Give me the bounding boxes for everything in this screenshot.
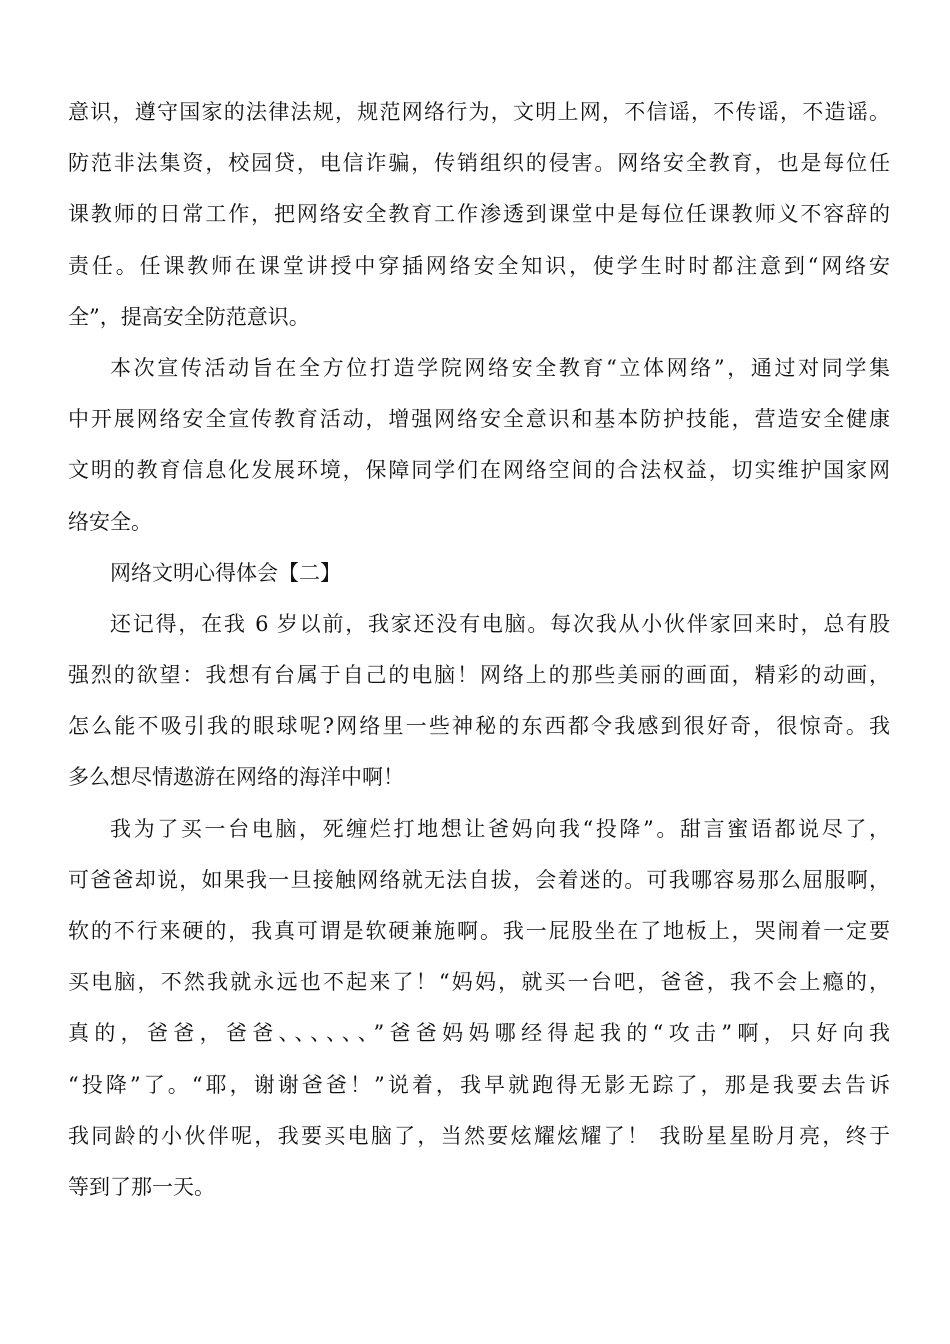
text-line: 中开展网络安全宣传教育活动，增强网络安全意识和基本防护技能，营造安全健康	[68, 407, 890, 432]
paragraph	[68, 343, 890, 548]
text-line: 意识，遵守国家的法律法规，规范网络行为，文明上网，不信谣，不传谣，不造谣。	[68, 100, 890, 124]
text-line: 买电脑，不然我就永远也不起来了！“妈妈，就买一台吧，爸爸，我不会上瘾的，	[68, 970, 890, 995]
text-line: 络安全。	[68, 509, 152, 534]
text-line: 本次宣传活动旨在全方位打造学院网络安全教育“立体网络”，通过对同学集	[110, 355, 890, 380]
paragraph	[68, 599, 890, 804]
text-line: 全”，提高安全防范意识。	[68, 304, 310, 329]
text-line: 真的，爸爸，爸爸、、、、、、”爸爸妈妈哪经得起我的“攻击”啊，只好向我	[68, 1021, 890, 1046]
text-line: 多么想尽情遨游在网络的海洋中啊！	[68, 765, 404, 790]
text-line: 等到了那一天。	[68, 1174, 215, 1199]
text-line: 强烈的欲望：我想有台属于自己的电脑！网络上的那些美丽的画面，精彩的动画，	[68, 663, 890, 688]
text-line: 可爸爸却说，如果我一旦接触网络就无法自拔，会着迷的。可我哪容易那么屈服啊，	[68, 867, 890, 892]
paragraph	[68, 804, 890, 1214]
text-line: “投降”了。“耶，谢谢爸爸！”说着，我早就跑得无影无踪了，那是我要去告诉	[68, 1072, 890, 1097]
text-line: 课教师的日常工作，把网络安全教育工作渗透到课堂中是每位任课教师义不容辞的	[68, 202, 890, 227]
paragraph	[68, 87, 890, 343]
text-line: 软的不行来硬的，我真可谓是软硬兼施啊。我一屁股坐在了地板上，哭闹着一定要	[68, 919, 890, 943]
document-page	[68, 87, 890, 1213]
text-line: 文明的教育信息化发展环境，保障同学们在网络空间的合法权益，切实维护国家网	[68, 458, 890, 483]
text-line: 还记得，在我 6 岁以前，我家还没有电脑。每次我从小伙伴家回来时，总有股	[110, 611, 890, 636]
heading-text: 网络文明心得体会【二】	[110, 560, 341, 585]
text-line: 责任。任课教师在课堂讲授中穿插网络安全知识，使学生时时都注意到“网络安	[68, 253, 890, 278]
text-line: 我同龄的小伙伴呢，我要买电脑了，当然要炫耀炫耀了！ 我盼星星盼月亮，终于	[68, 1123, 890, 1148]
section-heading	[68, 548, 890, 599]
text-line: 怎么能不吸引我的眼球呢?网络里一些神秘的东西都令我感到很好奇，很惊奇。我	[68, 714, 890, 739]
text-line: 防范非法集资，校园贷，电信诈骗，传销组织的侵害。网络安全教育，也是每位任	[68, 151, 890, 176]
text-line: 我为了买一台电脑，死缠烂打地想让爸妈向我“投降”。甜言蜜语都说尽了，	[110, 816, 890, 841]
